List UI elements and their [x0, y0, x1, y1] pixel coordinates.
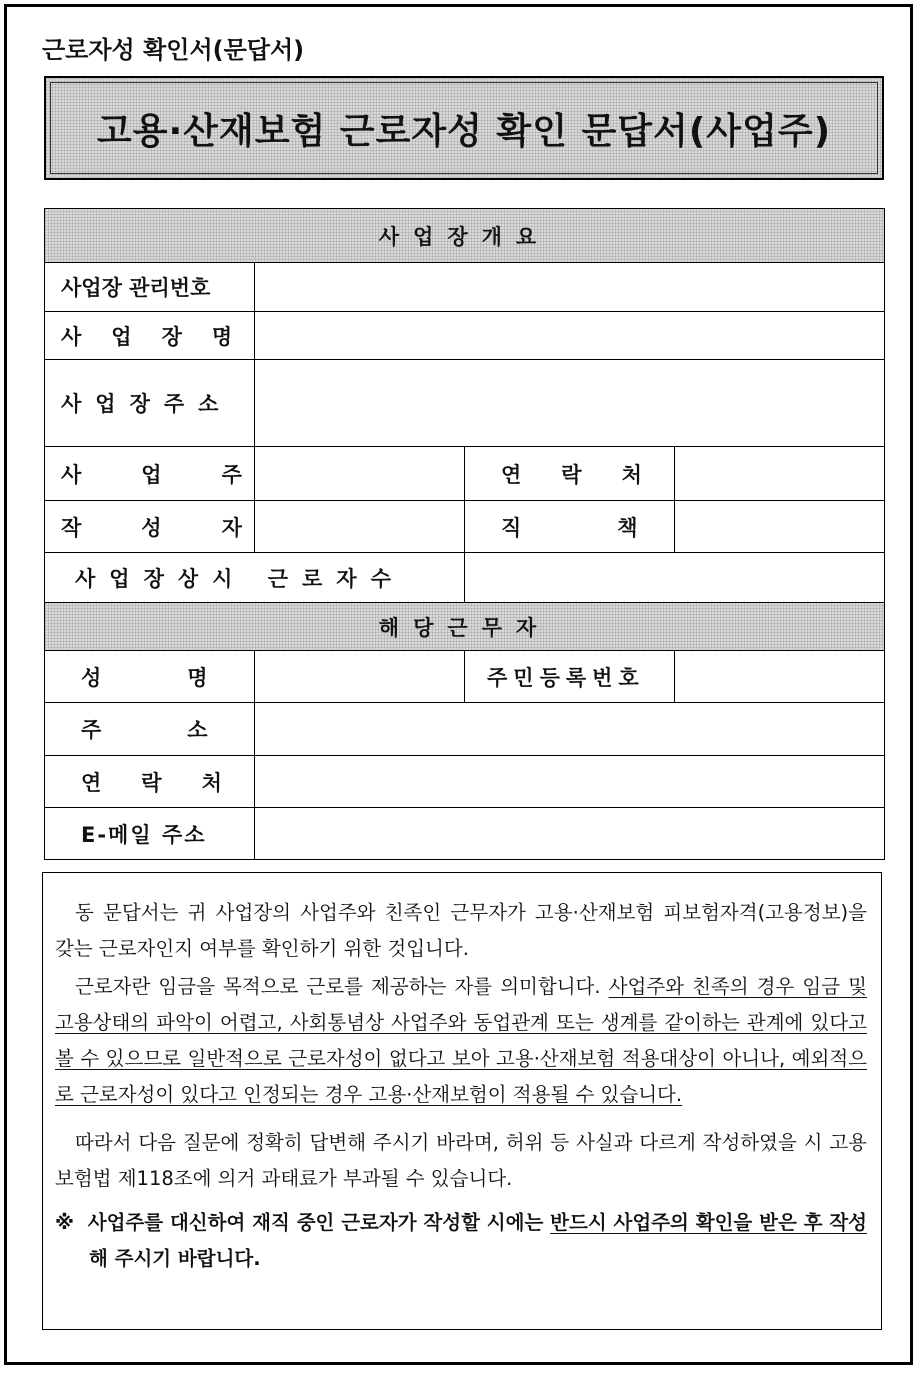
notice-text: 사업주를 대신하여 재직 중인 근로자가 작성할 시에는	[87, 1211, 551, 1234]
row-writer	[45, 501, 885, 553]
field-label: 주소	[45, 703, 255, 756]
row-workplace-address	[45, 360, 885, 447]
questionnaire-form	[44, 208, 885, 860]
notice-text: 근로자란 임금을 목적으로 근로를 제공하는 자를 의미합니다.	[75, 975, 609, 998]
worker-address-field[interactable]	[255, 703, 885, 756]
field-label: 사업장주소	[45, 360, 255, 447]
title-banner	[44, 76, 884, 180]
mgmt-no-field[interactable]	[255, 263, 885, 312]
field-label: 사업장명	[45, 312, 255, 360]
field-label: 직책	[465, 501, 675, 553]
row-workers	[45, 553, 885, 603]
field-label: 연락처	[465, 447, 675, 501]
field-label: 사업장 관리번호	[45, 263, 255, 312]
field-label: 성명	[45, 651, 255, 703]
notice-box	[42, 872, 882, 1330]
owner-contact-field[interactable]	[675, 447, 885, 501]
notice-underlined-text: 사업주와 친족의 경우 임금 및 고용상태의 파악이 어렵고, 사회통념상 사업주와 동업관계 또는 생계를 같이하는 관계에 있다고 볼 수 있으므로 일반적으로 근로자성이 없다고 보아 고용·산재보험 적용대상이 아니나, 예외적으로 근로자성이 있다고 인정되는 경우 고용·산재보험이 적용될 수 있습니다.	[55, 975, 868, 1106]
section-title: 해당근무자	[45, 603, 885, 651]
field-label: 사업주	[45, 447, 255, 501]
field-label: 사업장상시 근로자수	[45, 553, 465, 603]
field-label: 주민등록번호	[465, 651, 675, 703]
notice-paragraph-2	[55, 969, 867, 1113]
worker-rrn-field[interactable]	[675, 651, 885, 703]
notice-paragraph-1: 동 문답서는 귀 사업장의 사업주와 친족인 근무자가 고용·산재보험 피보험자격(고용정보)을 갖는 근로자인지 여부를 확인하기 위한 것입니다.	[55, 901, 867, 960]
notice-underlined-text: 반드시 사업주의 확인을 받은 후 작성	[550, 1211, 868, 1234]
notice-paragraph-3: 따라서 다음 질문에 정확히 답변해 주시기 바라며, 허위 등 사실과 다르게 작성하였을 시 고용보험법 제118조에 의거 과태료가 부과될 수 있습니다.	[55, 1131, 867, 1190]
notice-text: 해 주시기 바랍니다.	[89, 1247, 261, 1270]
section-header-workplace	[45, 209, 885, 263]
row-owner	[45, 447, 885, 501]
row-worker-address	[45, 703, 885, 756]
field-label: 작성자	[45, 501, 255, 553]
row-workplace-name	[45, 312, 885, 360]
notice-warning	[55, 1205, 867, 1277]
row-worker-email	[45, 808, 885, 860]
page-title: 고용·산재보험 근로자성 확인 문답서(사업주)	[96, 110, 832, 152]
row-worker-contact	[45, 756, 885, 808]
row-worker-name	[45, 651, 885, 703]
document-subtitle: 근로자성 확인서(문답서)	[42, 36, 305, 64]
row-mgmt-no	[45, 263, 885, 312]
worker-email-field[interactable]	[255, 808, 885, 860]
section-header-worker	[45, 603, 885, 651]
reference-mark: ※	[55, 1211, 75, 1234]
field-label: 연락처	[45, 756, 255, 808]
section-title: 사업장개요	[45, 209, 885, 263]
workers-count-field[interactable]	[465, 553, 885, 603]
workplace-name-field[interactable]	[255, 312, 885, 360]
workplace-address-field[interactable]	[255, 360, 885, 447]
field-label: E-메일 주소	[45, 808, 255, 860]
worker-contact-field[interactable]	[255, 756, 885, 808]
